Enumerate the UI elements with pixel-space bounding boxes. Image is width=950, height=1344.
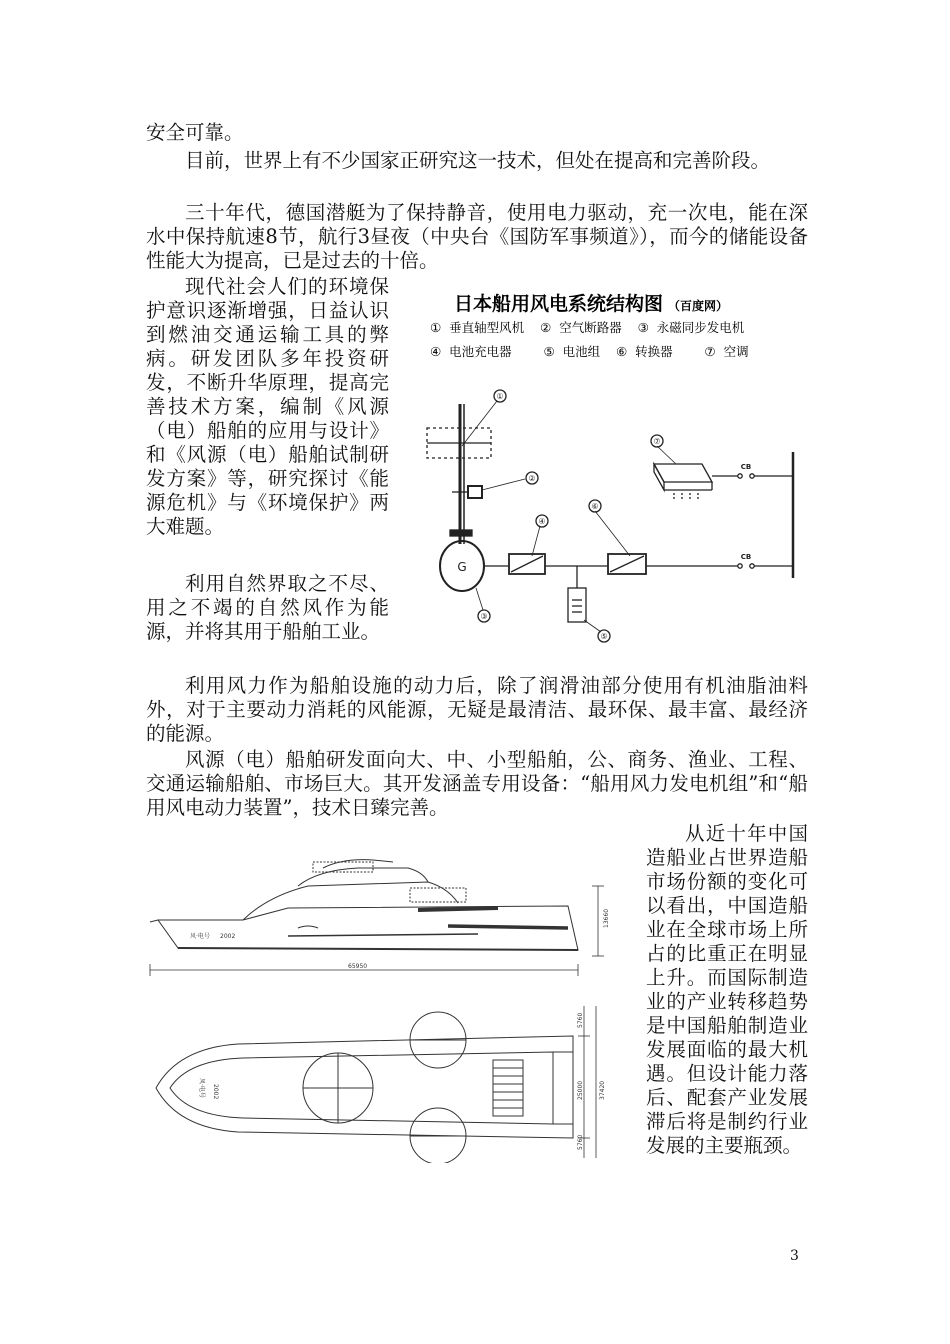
cb-label-bottom: CB	[740, 553, 752, 561]
dim-w2: 25000	[577, 1080, 584, 1100]
battery-charger	[509, 554, 545, 574]
callout-2: ②	[528, 474, 536, 483]
paragraph-1: 安全可靠。	[146, 121, 244, 144]
legend-row-1: ① 垂直轴型风机 ② 空气断路器 ③ 永磁同步发电机	[430, 320, 745, 335]
paragraph-7: 风源（电）船舶研发面向大、中、小型船舶，公、商务、渔业、工程、交通运输船舶、市场巨大。其开发涵盖专用设备：“船用风力发电机组”和“船用风电动力装置”，技术日臻完善。	[146, 748, 808, 819]
name-mark-side: 风·电号	[190, 933, 210, 940]
paragraph-2: 目前，世界上有不少国家正研究这一技术，但处在提高和完善阶段。	[185, 149, 771, 172]
dim-w1: 5760	[577, 1012, 584, 1028]
diagram-title: 日本船用风电系统结构图	[454, 293, 664, 315]
paragraph-6: 利用风力作为船舶设施的动力后，除了润滑油部分使用有机油脂油料外，对于主要动力消耗的风能源，无疑是最清洁、最环保、最丰富、最经济的能源。	[146, 674, 808, 745]
generator-label: G	[457, 560, 467, 574]
converter	[608, 554, 646, 574]
dim-w3: 5760	[577, 1134, 584, 1150]
dim-length: 65950	[348, 963, 368, 970]
paragraph-4: 现代社会人们的环境保护意识逐渐增强，日益认识到燃油交通运输工具的弊病。研发团队多年投资研发，不断升华原理，提高完善技术方案，编制《风源（电）船舶的应用与设计》和《风源（电）船舶试制研发方案》等，研究探讨《能源危机》与《环境保护》两大难题。	[146, 275, 389, 538]
hull-mark-plan: 2002	[212, 1084, 219, 1100]
callout-1: ①	[496, 392, 504, 401]
dim-beam: 37420	[599, 1080, 606, 1100]
ship-drawing	[148, 848, 618, 1163]
legend-row-2: ④ 电池充电器 ⑤ 电池组 ⑥ 转换器 ⑦ 空调	[430, 344, 749, 359]
callout-3: ③	[480, 612, 488, 621]
diagram-source: （百度网）	[668, 299, 729, 313]
name-mark-plan: 风·电号	[198, 1078, 205, 1098]
callout-4: ④	[538, 517, 546, 526]
callout-6: ⑥	[591, 502, 599, 511]
battery-bank	[568, 566, 586, 622]
hull-mark-side: 2002	[220, 933, 236, 940]
page-number: 3	[790, 1248, 799, 1264]
paragraph-3: 三十年代，德国潜艇为了保持静音，使用电力驱动，充一次电，能在深水中保持航速8节，航行3昼夜（中央台《国防军事频道》），而今的储能设备性能大为提高，已是过去的十倍。	[146, 201, 808, 272]
callout-5: ⑤	[600, 632, 608, 641]
air-conditioner	[654, 464, 738, 500]
paragraph-8: 从近十年中国造船业占世界造船市场份额的变化可以看出，中国造船业在全球市场上所占的比重正在明显上升。而国际制造业的产业转移趋势是中国船舶制造业发展面临的最大机遇。但设计能力落后、配套产业发展滞后将是制约行业发展的主要瓶颈。	[646, 822, 808, 1157]
cb-label-top: CB	[740, 463, 752, 471]
vertical-axis-turbine	[427, 404, 491, 544]
callout-7: ⑦	[653, 437, 661, 446]
ship-side-view	[150, 860, 578, 950]
paragraph-5: 利用自然界取之不尽、用之不竭的自然风作为能源，并将其用于船舶工业。	[146, 572, 389, 643]
dim-height: 13660	[603, 908, 610, 928]
wind-power-system-diagram	[412, 286, 808, 662]
air-breaker	[452, 486, 482, 498]
